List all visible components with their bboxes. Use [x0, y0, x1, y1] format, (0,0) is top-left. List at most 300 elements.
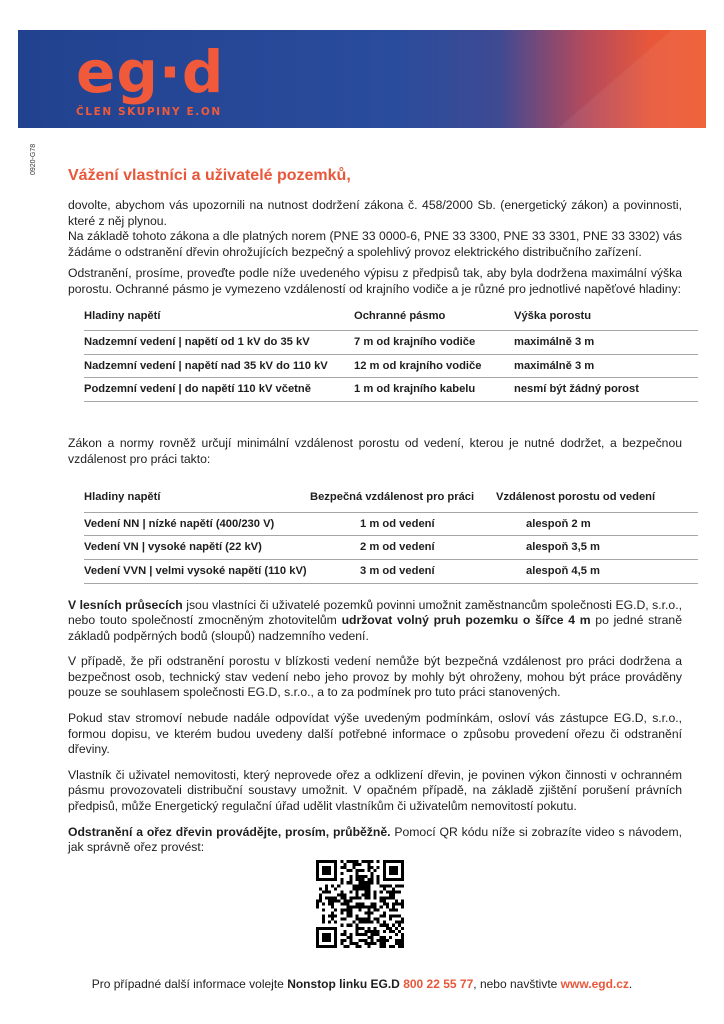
qr-module [358, 906, 361, 909]
qr-module [355, 860, 358, 863]
qr-module [346, 915, 349, 918]
qr-module [374, 927, 377, 930]
qr-module [401, 918, 404, 921]
qr-module [362, 902, 365, 905]
qr-module [374, 896, 377, 899]
qr-module [340, 939, 343, 942]
qr-module [355, 869, 358, 872]
qr-module [368, 887, 371, 890]
table-cell: alespoň 3,5 m [496, 536, 698, 560]
qr-module [355, 933, 358, 936]
qr-module [352, 863, 355, 866]
qr-module [322, 890, 325, 893]
qr-module [383, 915, 386, 918]
qr-module [371, 906, 374, 909]
qr-module [358, 939, 361, 942]
qr-module [368, 936, 371, 939]
qr-module [362, 927, 365, 930]
qr-module [334, 887, 337, 890]
qr-module [365, 918, 368, 921]
qr-module [340, 872, 343, 875]
qr-module [358, 902, 361, 905]
qr-module [395, 942, 398, 945]
qr-module [401, 902, 404, 905]
qr-module [401, 921, 404, 924]
qr-module [377, 918, 380, 921]
qr-module [383, 902, 386, 905]
qr-module [355, 924, 358, 927]
footer-web-link[interactable]: www.egd.cz [560, 977, 629, 991]
table-cell: 1 m od krajního kabelu [354, 378, 514, 402]
qr-module [358, 909, 361, 912]
qr-module [401, 927, 404, 930]
qr-module [355, 896, 358, 899]
qr-module [334, 915, 337, 918]
qr-module [386, 902, 389, 905]
column-header: Bezpečná vzdálenost pro práci [310, 491, 475, 504]
qr-module [365, 893, 368, 896]
qr-module [368, 863, 371, 866]
qr-module [355, 906, 358, 909]
table-row [84, 559, 698, 583]
qr-module [392, 906, 395, 909]
qr-module [371, 942, 374, 945]
qr-module [352, 887, 355, 890]
qr-module [358, 887, 361, 890]
qr-module [337, 899, 340, 902]
case-paragraph: V případě, že při odstranění porostu v blízkosti vedení nemůže být bezpečná vzdálenost pro práci dodržena a bezpečnost osob, technický stav vedení nebo jeho provoz by mohly být ohroženy, mohou být práce prováděny pouze se souhlasem společnosti EG.D, s.r.o., a to za podmínek pro tuto práci stanovených. [68, 654, 682, 700]
qr-module [368, 918, 371, 921]
qr-module [358, 918, 361, 921]
qr-module [355, 945, 358, 948]
qr-module [328, 896, 331, 899]
qr-module [365, 906, 368, 909]
qr-module [334, 896, 337, 899]
table-cell: maximálně 3 m [514, 354, 698, 378]
qr-module [362, 878, 365, 881]
qr-module [328, 890, 331, 893]
qr-module [377, 921, 380, 924]
qr-module [349, 912, 352, 915]
footer-text-2: , nebo navštivte [473, 977, 561, 991]
qr-module [377, 939, 380, 942]
qr-module [352, 866, 355, 869]
footer-text-1: Pro případné další informace volejte [91, 977, 288, 991]
qr-module [340, 924, 343, 927]
qr-module [337, 884, 340, 887]
qr-module [386, 884, 389, 887]
qr-module [340, 933, 343, 936]
qr-module [389, 896, 392, 899]
table-cell: maximálně 3 m [514, 331, 698, 355]
qr-module [374, 893, 377, 896]
qr-module [331, 902, 334, 905]
table-cell: alespoň 4,5 m [496, 559, 698, 583]
qr-module [349, 906, 352, 909]
state-paragraph: Pokud stav stromoví nebude nadále odpovídat výše uvedeným podmínkám, osloví vás zástupce EG.D, s.r.o., formou dopisu, ve kterém budou uvedeny další potřebné informace o způsobu provedení ořezu či odstranění dřeviny. [68, 711, 682, 757]
qr-module [322, 933, 331, 942]
qr-module [398, 890, 401, 893]
qr-module [343, 893, 346, 896]
qr-module [355, 878, 358, 881]
qr-module [374, 906, 377, 909]
qr-module [377, 881, 380, 884]
qr-module [398, 942, 401, 945]
qr-module [355, 872, 358, 875]
qr-module [365, 912, 368, 915]
letter-body [68, 166, 682, 856]
qr-module [374, 930, 377, 933]
qr-module [401, 942, 404, 945]
qr-module [368, 912, 371, 915]
qr-module [374, 902, 377, 905]
table-cell: 1 m od vedení [310, 512, 496, 536]
qr-module [368, 881, 371, 884]
qr-module [355, 884, 358, 887]
qr-module [389, 893, 392, 896]
qr-module [331, 915, 334, 918]
qr-module [383, 887, 386, 890]
qr-module [346, 899, 349, 902]
qr-module [362, 906, 365, 909]
qr-module [355, 930, 358, 933]
qr-module [386, 890, 389, 893]
qr-module [383, 921, 386, 924]
qr-module [331, 912, 334, 915]
table-cell: Podzemní vedení | do napětí 110 kV včetně [84, 378, 354, 402]
forest-paragraph [68, 598, 682, 645]
qr-module [322, 866, 331, 875]
qr-module [368, 921, 371, 924]
qr-module [352, 906, 355, 909]
qr-module [365, 860, 368, 863]
greeting-heading: Vážení vlastníci a uživatelé pozemků, [68, 167, 351, 184]
qr-module [337, 893, 340, 896]
qr-module [346, 860, 349, 863]
qr-module [380, 884, 383, 887]
qr-module [343, 863, 346, 866]
column-header: Hladiny napětí [84, 491, 161, 504]
table-cell: Vedení VN | vysoké napětí (22 kV) [84, 536, 310, 560]
qr-module [383, 896, 386, 899]
qr-module [346, 869, 349, 872]
qr-module [340, 896, 343, 899]
qr-module [322, 918, 325, 921]
qr-module [328, 921, 331, 924]
qr-module [377, 866, 380, 869]
qr-module [349, 890, 352, 893]
qr-module [392, 890, 395, 893]
qr-module [386, 906, 389, 909]
qr-module [340, 878, 343, 881]
qr-module [343, 930, 346, 933]
qr-module [395, 915, 398, 918]
qr-module [346, 924, 349, 927]
qr-module [346, 902, 349, 905]
qr-module [358, 927, 361, 930]
qr-module [343, 909, 346, 912]
qr-module [380, 896, 383, 899]
column-header: Výška porostu [514, 309, 592, 322]
forest-text-1: jsou vlastníci či uživatelé pozemků povinni umožnit zaměstnancům společnosti EG.D, s.r.o., nebo touto společností zmocněným zhotovitelům [68, 597, 682, 628]
qr-module [380, 942, 383, 945]
qr-module [340, 942, 343, 945]
qr-module [368, 893, 371, 896]
qr-module [331, 884, 334, 887]
qr-module [380, 936, 383, 939]
qr-module [377, 930, 380, 933]
qr-module [340, 881, 343, 884]
qr-module [380, 906, 383, 909]
qr-module [383, 945, 386, 948]
qr-module [368, 860, 371, 863]
qr-module [352, 896, 355, 899]
table-cell: 2 m od vedení [310, 536, 496, 560]
qr-text: Pomocí QR kódu níže si zobrazíte video s návodem, jak správně ořez provést: [68, 824, 682, 855]
qr-module [343, 933, 346, 936]
forest-text-2: po jedné straně základů podpěrných bodů (sloupů) nadzemního vedení. [68, 613, 682, 643]
qr-module [386, 924, 389, 927]
qr-module [383, 939, 386, 942]
table-cell: Nadzemní vedení | napětí nad 35 kV do 110 kV [84, 354, 354, 378]
qr-module [349, 896, 352, 899]
qr-module [358, 896, 361, 899]
qr-module [349, 939, 352, 942]
qr-module [319, 893, 322, 896]
qr-module [395, 899, 398, 902]
qr-module [331, 899, 334, 902]
qr-module [349, 909, 352, 912]
qr-module [349, 899, 352, 902]
qr-module [383, 912, 386, 915]
qr-module [383, 884, 386, 887]
qr-module [398, 930, 401, 933]
intro-paragraph-3: Odstranění, prosíme, proveďte podle níže uvedeného výpisu z předpisů tak, aby byla dodržena maximální výška porostu. Ochranné pásmo je vymezeno vzdáleností od krajního vodiče a je různé pro jednotlivé napěťové hladiny: [68, 266, 682, 296]
qr-module [316, 899, 319, 902]
table-cell: 7 m od krajního vodiče [354, 331, 514, 355]
qr-module [398, 939, 401, 942]
forest-bold-mid: udržovat volný pruh pozemku o šířce 4 m [341, 613, 591, 628]
qr-module [343, 896, 346, 899]
qr-module [374, 869, 377, 872]
qr-module [395, 909, 398, 912]
qr-module [371, 912, 374, 915]
qr-module [328, 902, 331, 905]
qr-module [401, 936, 404, 939]
qr-module [334, 921, 337, 924]
qr-module [343, 918, 346, 921]
qr-module [386, 927, 389, 930]
qr-module [365, 939, 368, 942]
qr-module [380, 924, 383, 927]
table-header-row [84, 306, 698, 331]
qr-module [389, 909, 392, 912]
qr-module [362, 884, 365, 887]
egd-logo [76, 40, 224, 118]
qr-module [365, 875, 368, 878]
qr-module [325, 884, 328, 887]
qr-module [374, 890, 377, 893]
qr-code[interactable] [316, 860, 404, 953]
qr-module [395, 927, 398, 930]
qr-module [389, 890, 392, 893]
qr-module [362, 881, 365, 884]
banner-diagonal-shape [460, 30, 706, 128]
qr-module [316, 902, 319, 905]
qr-module [358, 884, 361, 887]
footer-phone[interactable]: 800 22 55 77 [403, 977, 474, 991]
qr-module [368, 915, 371, 918]
qr-module [355, 927, 358, 930]
qr-module [358, 933, 361, 936]
qr-module [383, 924, 386, 927]
qr-module [374, 942, 377, 945]
qr-module [355, 918, 358, 921]
qr-module [355, 893, 358, 896]
qr-module [392, 887, 395, 890]
qr-module [395, 902, 398, 905]
qr-module [328, 915, 331, 918]
qr-module [368, 909, 371, 912]
qr-module [325, 890, 328, 893]
qr-module [346, 881, 349, 884]
qr-module [395, 939, 398, 942]
qr-module [398, 924, 401, 927]
qr-module [352, 884, 355, 887]
qr-module [398, 945, 401, 948]
qr-module [340, 912, 343, 915]
qr-module [380, 890, 383, 893]
qr-module [349, 915, 352, 918]
qr-module [362, 918, 365, 921]
qr-module [362, 887, 365, 890]
table-row [84, 331, 698, 355]
qr-module [395, 933, 398, 936]
qr-module [319, 899, 322, 902]
qr-module [383, 930, 386, 933]
qr-module [322, 921, 325, 924]
qr-module [401, 906, 404, 909]
qr-module [340, 893, 343, 896]
qr-module [343, 945, 346, 948]
qr-module [346, 936, 349, 939]
qr-module [389, 927, 392, 930]
qr-module [377, 933, 380, 936]
qr-module [319, 887, 322, 890]
table-row [84, 354, 698, 378]
qr-module [358, 869, 361, 872]
qr-module [349, 924, 352, 927]
safe-distance-table [84, 487, 698, 583]
qr-module [368, 890, 371, 893]
qr-module [368, 878, 371, 881]
qr-module [368, 869, 371, 872]
qr-module [401, 899, 404, 902]
footer-hotline: Nonstop linku EG.D [287, 977, 400, 991]
qr-module [368, 906, 371, 909]
qr-module [328, 899, 331, 902]
qr-module [371, 860, 374, 863]
qr-module [358, 921, 361, 924]
column-header: Vzdálenost porostu od vedení [496, 491, 656, 504]
qr-module [358, 863, 361, 866]
qr-module [334, 909, 337, 912]
qr-module [377, 860, 380, 863]
qr-module [395, 921, 398, 924]
qr-module [340, 902, 343, 905]
qr-module [392, 909, 395, 912]
qr-module [343, 939, 346, 942]
qr-module [383, 936, 386, 939]
qr-module [355, 890, 358, 893]
qr-module [365, 881, 368, 884]
qr-module [401, 939, 404, 942]
qr-module [349, 942, 352, 945]
qr-module [365, 896, 368, 899]
qr-module [362, 921, 365, 924]
qr-module [389, 866, 398, 875]
qr-module [365, 921, 368, 924]
qr-module [398, 902, 401, 905]
qr-module [392, 924, 395, 927]
qr-module [340, 918, 343, 921]
intro-paragraph-1: dovolte, abychom vás upozornili na nutnost dodržení zákona č. 458/2000 Sb. (energetický zákon) a povinnosti, které z něj plynou. [68, 198, 682, 228]
qr-module [392, 902, 395, 905]
protection-zone-table [84, 306, 698, 402]
qr-module [395, 890, 398, 893]
table-row [84, 512, 698, 536]
owner-paragraph: Vlastník či uživatel nemovitosti, který neprovede ořez a odklizení dřevin, je povinen výkon činnosti v ochranném pásmu provozovateli distribuční soustavy umožnit. V opačném případě, na základě zjištění porušení právních předpisů, může Energetický regulační úřad udělit vlastníkům či uživatelům nemovitostí pokutu. [68, 767, 682, 814]
qr-module [389, 884, 392, 887]
qr-module [340, 860, 343, 863]
qr-module [340, 866, 343, 869]
qr-module [392, 893, 395, 896]
qr-module [365, 884, 368, 887]
column-header: Ochranné pásmo [354, 309, 446, 322]
qr-module [389, 945, 392, 948]
qr-module [346, 945, 349, 948]
qr-module [362, 933, 365, 936]
middle-paragraph: Zákon a normy rovněž určují minimální vzdálenost porostu od vedení, kterou je nutné dodržet, a bezpečnou vzdálenost pro práci takto: [68, 435, 682, 466]
qr-module [362, 860, 365, 863]
qr-module [371, 878, 374, 881]
table-cell: Nadzemní vedení | napětí od 1 kV do 35 kV [84, 331, 354, 355]
qr-module [371, 930, 374, 933]
qr-module [355, 902, 358, 905]
qr-module [362, 875, 365, 878]
qr-module [322, 902, 325, 905]
qr-module [371, 866, 374, 869]
table-cell: nesmí být žádný porost [514, 378, 698, 402]
qr-module [352, 942, 355, 945]
qr-module [371, 881, 374, 884]
qr-module [374, 918, 377, 921]
qr-module [395, 884, 398, 887]
qr-module [365, 942, 368, 945]
qr-module [401, 933, 404, 936]
qr-module [401, 945, 404, 948]
qr-module [365, 933, 368, 936]
qr-module [392, 930, 395, 933]
qr-module [352, 860, 355, 863]
qr-module [371, 939, 374, 942]
forest-bold-start: V lesních průsecích [68, 597, 183, 612]
qr-module [371, 936, 374, 939]
qr-module [380, 945, 383, 948]
qr-module [392, 915, 395, 918]
table-row [84, 536, 698, 560]
qr-module [349, 869, 352, 872]
